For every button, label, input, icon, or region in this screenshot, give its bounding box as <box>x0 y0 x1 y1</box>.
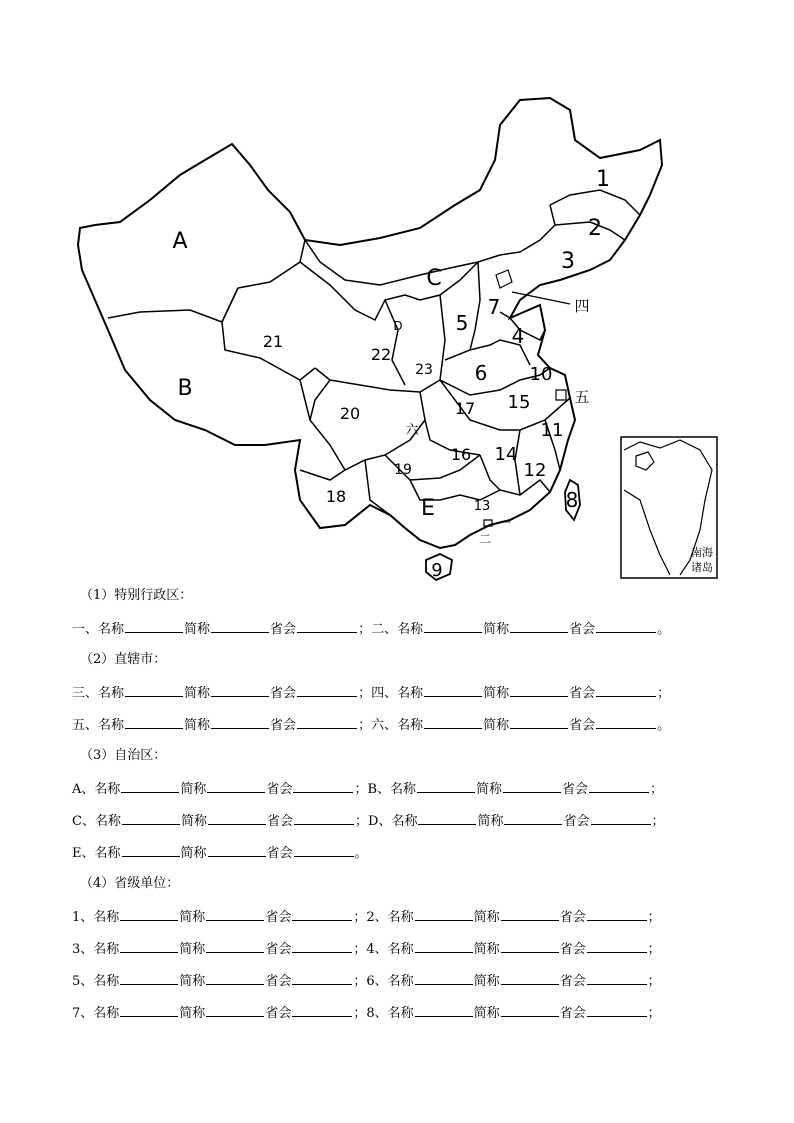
short-name-blank[interactable] <box>206 972 264 985</box>
item-end-punct: ； <box>647 1006 661 1021</box>
item-end-punct: ； <box>647 942 661 957</box>
name-blank[interactable] <box>125 620 183 633</box>
marker-label-si: 四 <box>574 297 590 315</box>
fill-in-row <box>72 780 663 798</box>
field-label-name: 名称 <box>98 718 125 733</box>
marker-beijing <box>496 270 512 288</box>
short-name-blank[interactable] <box>211 620 269 633</box>
field-label-capital: 省会 <box>559 1006 586 1021</box>
item-end-punct: ； <box>647 974 661 989</box>
field-label-short: 简称 <box>473 942 500 957</box>
item-id: 5、 <box>72 974 94 989</box>
field-label-capital: 省会 <box>266 846 293 861</box>
item-end-punct: ； <box>355 814 369 829</box>
field-label-name: 名称 <box>387 974 414 989</box>
inset-label-line2: 诸岛 <box>691 561 713 574</box>
field-label-capital: 省会 <box>569 622 596 637</box>
name-blank[interactable] <box>120 908 178 921</box>
item-id: 二、 <box>371 622 398 637</box>
capital-blank[interactable] <box>297 684 357 697</box>
shanghai-box <box>556 390 566 400</box>
field-label-short: 简称 <box>477 814 504 829</box>
field-label-name: 名称 <box>94 846 121 861</box>
capital-blank[interactable] <box>297 620 357 633</box>
section-heading: （2）直辖市： <box>80 652 167 667</box>
field-label-capital: 省会 <box>266 814 293 829</box>
item-end-punct: ； <box>647 910 661 925</box>
field-label-name: 名称 <box>98 622 125 637</box>
field-label-name: 名称 <box>387 910 414 925</box>
name-blank[interactable] <box>424 684 482 697</box>
region-label-7: 7 <box>487 295 501 319</box>
item-id: 1、 <box>72 910 94 925</box>
region-label-c: C <box>426 266 442 291</box>
field-label-capital: 省会 <box>265 910 292 925</box>
short-name-blank[interactable] <box>206 940 264 953</box>
field-label-capital: 省会 <box>563 814 590 829</box>
region-label-10: 10 <box>529 364 553 385</box>
field-label-capital: 省会 <box>559 974 586 989</box>
item-end-punct: ； <box>657 686 671 701</box>
region-label-17: 17 <box>454 399 476 418</box>
field-label-short: 简称 <box>179 942 206 957</box>
field-label-name: 名称 <box>397 718 424 733</box>
field-label-short: 简称 <box>483 718 510 733</box>
fill-in-row <box>72 940 661 958</box>
fill-in-row <box>72 972 661 990</box>
region-label-b: B <box>177 376 193 401</box>
region-label-22: 22 <box>370 345 392 364</box>
marker-label-yi: 一 <box>498 516 512 530</box>
capital-blank[interactable] <box>292 1004 352 1017</box>
capital-blank[interactable] <box>587 1004 647 1017</box>
country-outline <box>78 98 662 548</box>
region-label-16: 16 <box>450 445 472 464</box>
name-blank[interactable] <box>415 1004 473 1017</box>
region-label-13: 13 <box>473 499 491 514</box>
field-label-capital: 省会 <box>569 686 596 701</box>
capital-blank[interactable] <box>297 716 357 729</box>
item-end-punct: 。 <box>657 622 671 637</box>
field-label-name: 名称 <box>93 1006 120 1021</box>
region-label-4: 4 <box>511 324 525 348</box>
field-label-short: 简称 <box>473 1006 500 1021</box>
field-label-short: 简称 <box>184 718 211 733</box>
short-name-blank[interactable] <box>510 716 568 729</box>
item-id: 四、 <box>371 686 398 701</box>
capital-blank[interactable] <box>596 620 656 633</box>
region-label-18: 18 <box>325 487 347 506</box>
field-label-name: 名称 <box>94 782 121 797</box>
name-blank[interactable] <box>415 972 473 985</box>
short-name-blank[interactable] <box>503 780 561 793</box>
region-label-12: 12 <box>523 460 547 481</box>
field-label-short: 简称 <box>179 974 206 989</box>
region-label-19: 19 <box>394 462 412 478</box>
short-name-blank[interactable] <box>501 940 559 953</box>
field-label-capital: 省会 <box>270 622 297 637</box>
marker-label-liu: 六 <box>405 423 419 438</box>
item-id: 六、 <box>371 718 398 733</box>
region-label-23: 23 <box>415 362 433 378</box>
capital-blank[interactable] <box>294 812 354 825</box>
region-label-3: 3 <box>561 249 575 274</box>
region-label-e: E <box>421 496 435 521</box>
name-blank[interactable] <box>424 716 482 729</box>
field-label-name: 名称 <box>387 942 414 957</box>
short-name-blank[interactable] <box>207 780 265 793</box>
section-heading: （3）自治区： <box>80 748 167 763</box>
region-label-d: D <box>393 319 403 333</box>
field-label-short: 简称 <box>180 846 207 861</box>
field-label-capital: 省会 <box>569 718 596 733</box>
item-id: 3、 <box>72 942 94 957</box>
item-id: 6、 <box>366 974 388 989</box>
field-label-name: 名称 <box>397 686 424 701</box>
capital-blank[interactable] <box>292 940 352 953</box>
field-label-short: 简称 <box>179 1006 206 1021</box>
item-end-punct: ； <box>650 782 664 797</box>
short-name-blank[interactable] <box>501 1004 559 1017</box>
item-end-punct: ； <box>358 622 372 637</box>
section-heading: （1）特别行政区： <box>80 588 193 603</box>
field-label-name: 名称 <box>391 814 418 829</box>
leader-line-si <box>512 292 570 304</box>
item-id: E、 <box>72 846 95 861</box>
name-blank[interactable] <box>415 908 473 921</box>
inset-label-line1: 南海 <box>691 546 713 559</box>
item-end-punct: ； <box>358 686 372 701</box>
item-id: 2、 <box>366 910 388 925</box>
region-label-14: 14 <box>494 444 518 465</box>
item-end-punct: ； <box>353 974 367 989</box>
short-name-blank[interactable] <box>208 812 266 825</box>
item-end-punct: ； <box>353 910 367 925</box>
field-label-name: 名称 <box>94 814 121 829</box>
short-name-blank[interactable] <box>504 812 562 825</box>
short-name-blank[interactable] <box>510 684 568 697</box>
section-heading: （4）省级单位： <box>80 876 180 891</box>
field-label-short: 简称 <box>179 910 206 925</box>
name-blank[interactable] <box>417 780 475 793</box>
region-label-a: A <box>172 229 188 254</box>
name-blank[interactable] <box>120 940 178 953</box>
fill-in-row <box>72 908 661 926</box>
field-label-name: 名称 <box>93 974 120 989</box>
region-label-21: 21 <box>262 332 284 351</box>
short-name-blank[interactable] <box>501 972 559 985</box>
name-blank[interactable] <box>125 684 183 697</box>
short-name-blank[interactable] <box>211 684 269 697</box>
item-id: 三、 <box>72 686 99 701</box>
item-end-punct: ； <box>354 782 368 797</box>
item-id: 一、 <box>72 622 99 637</box>
field-label-name: 名称 <box>387 1006 414 1021</box>
name-blank[interactable] <box>120 1004 178 1017</box>
item-end-punct: 。 <box>657 718 671 733</box>
capital-blank[interactable] <box>596 684 656 697</box>
item-end-punct: 。 <box>354 846 368 861</box>
marker-label-wu: 五 <box>574 388 590 406</box>
capital-blank[interactable] <box>587 972 647 985</box>
item-id: B、 <box>367 782 391 797</box>
region-label-1: 1 <box>596 167 610 192</box>
capital-blank[interactable] <box>591 812 651 825</box>
name-blank[interactable] <box>120 972 178 985</box>
field-label-short: 简称 <box>473 974 500 989</box>
capital-blank[interactable] <box>596 716 656 729</box>
field-label-short: 简称 <box>476 782 503 797</box>
item-end-punct: ； <box>651 814 665 829</box>
short-name-blank[interactable] <box>211 716 269 729</box>
item-end-punct: ； <box>358 718 372 733</box>
field-label-capital: 省会 <box>270 686 297 701</box>
capital-blank[interactable] <box>292 972 352 985</box>
region-label-6: 6 <box>474 361 488 385</box>
region-label-2: 2 <box>588 216 602 241</box>
region-label-20: 20 <box>339 404 361 423</box>
fill-in-row <box>72 620 670 638</box>
capital-blank[interactable] <box>294 844 354 857</box>
fill-in-row <box>72 1004 661 1022</box>
region-label-15: 15 <box>507 392 531 413</box>
capital-blank[interactable] <box>589 780 649 793</box>
name-blank[interactable] <box>122 844 180 857</box>
item-id: C、 <box>72 814 95 829</box>
field-label-short: 简称 <box>180 814 207 829</box>
capital-blank[interactable] <box>293 780 353 793</box>
short-name-blank[interactable] <box>510 620 568 633</box>
name-blank[interactable] <box>424 620 482 633</box>
field-label-capital: 省会 <box>265 1006 292 1021</box>
name-blank[interactable] <box>122 812 180 825</box>
region-label-8: 8 <box>565 488 579 512</box>
capital-blank[interactable] <box>292 908 352 921</box>
field-label-short: 简称 <box>180 782 207 797</box>
field-label-name: 名称 <box>98 686 125 701</box>
marker-label-er: 二 <box>478 532 492 546</box>
field-label-capital: 省会 <box>265 974 292 989</box>
field-label-name: 名称 <box>93 942 120 957</box>
short-name-blank[interactable] <box>206 908 264 921</box>
field-label-capital: 省会 <box>265 942 292 957</box>
region-label-11: 11 <box>540 420 564 441</box>
item-id: 7、 <box>72 1006 94 1021</box>
name-blank[interactable] <box>121 780 179 793</box>
short-name-blank[interactable] <box>501 908 559 921</box>
region-label-9: 9 <box>431 560 443 581</box>
field-label-short: 简称 <box>184 622 211 637</box>
short-name-blank[interactable] <box>206 1004 264 1017</box>
fill-in-row <box>72 716 670 734</box>
item-id: A、 <box>72 782 95 797</box>
fill-in-row <box>72 812 665 830</box>
capital-blank[interactable] <box>587 908 647 921</box>
item-end-punct: ； <box>353 942 367 957</box>
item-end-punct: ； <box>353 1006 367 1021</box>
name-blank[interactable] <box>125 716 183 729</box>
region-label-5: 5 <box>455 311 469 335</box>
item-id: 4、 <box>366 942 388 957</box>
field-label-short: 简称 <box>483 622 510 637</box>
inset-hainan <box>636 452 654 470</box>
field-label-capital: 省会 <box>559 910 586 925</box>
field-label-name: 名称 <box>390 782 417 797</box>
short-name-blank[interactable] <box>208 844 266 857</box>
name-blank[interactable] <box>418 812 476 825</box>
name-blank[interactable] <box>415 940 473 953</box>
field-label-short: 简称 <box>473 910 500 925</box>
item-id: D、 <box>368 814 392 829</box>
field-label-capital: 省会 <box>559 942 586 957</box>
field-label-capital: 省会 <box>266 782 293 797</box>
fill-in-row <box>72 684 670 702</box>
field-label-name: 名称 <box>93 910 120 925</box>
item-id: 8、 <box>366 1006 388 1021</box>
field-label-short: 简称 <box>184 686 211 701</box>
field-label-short: 简称 <box>483 686 510 701</box>
item-id: 五、 <box>72 718 99 733</box>
field-label-capital: 省会 <box>562 782 589 797</box>
field-label-capital: 省会 <box>270 718 297 733</box>
field-label-name: 名称 <box>397 622 424 637</box>
fill-in-row <box>72 844 368 862</box>
capital-blank[interactable] <box>587 940 647 953</box>
